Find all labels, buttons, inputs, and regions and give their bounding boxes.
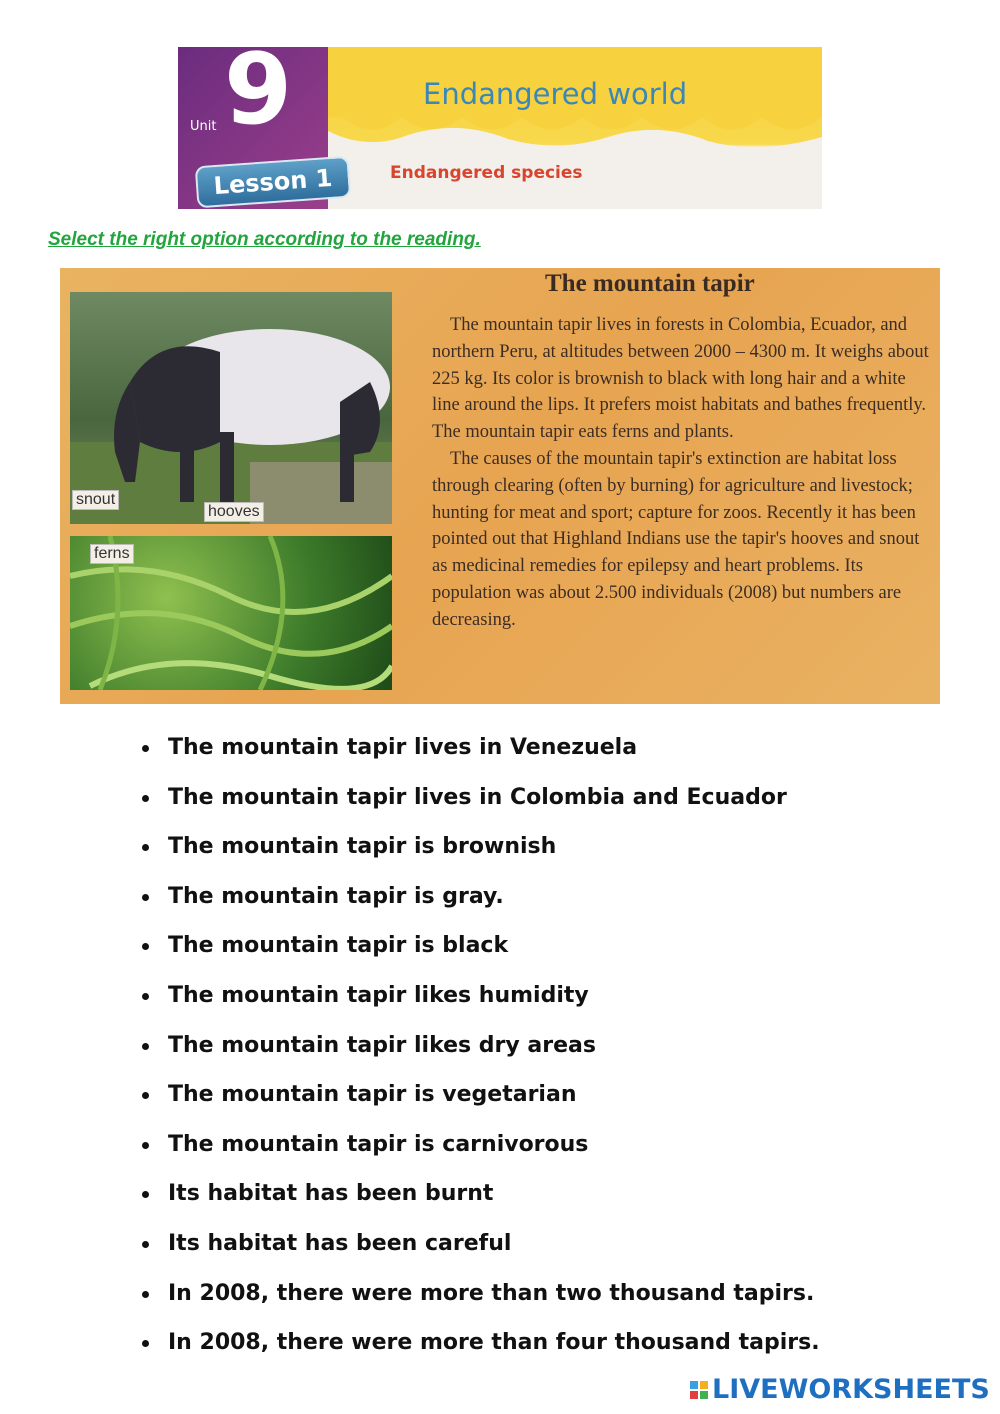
bullet-icon	[142, 993, 149, 1000]
bullet-icon	[142, 1340, 149, 1347]
unit-label: Unit	[190, 119, 217, 134]
option-text: In 2008, there were more than four thousand tapirs.	[168, 1330, 820, 1356]
option-item[interactable]	[140, 1277, 820, 1327]
option-item[interactable]	[140, 979, 820, 1029]
reading-paragraph: The causes of the mountain tapir's extinction are habitat loss through clearing (often by burning) for agriculture and livestock; hunting for meat and sport; capture for zoos. Recently it has been pointed out that Highland Indians use the tapir's hooves and snout as medicinal remedies for epilepsy and heart problems. Its population was about 2.500 individuals (2008) but numbers are decreasing.	[432, 448, 920, 630]
option-text: The mountain tapir is vegetarian	[168, 1082, 577, 1108]
bullet-icon	[142, 1092, 149, 1099]
bullet-icon	[142, 1142, 149, 1149]
bullet-icon	[142, 894, 149, 901]
option-item[interactable]	[140, 1078, 820, 1128]
lesson-badge: Lesson 1	[195, 156, 352, 209]
hooves-label: hooves	[204, 502, 264, 522]
option-item[interactable]	[140, 1128, 820, 1178]
option-item[interactable]	[140, 1326, 820, 1376]
ferns-photo	[70, 536, 392, 690]
option-item[interactable]	[140, 731, 820, 781]
bullet-icon	[142, 745, 149, 752]
option-text: The mountain tapir is gray.	[168, 883, 504, 909]
bullet-icon	[142, 844, 149, 851]
option-text: Its habitat has been careful	[168, 1230, 512, 1256]
ferns-label: ferns	[90, 544, 134, 564]
option-text: The mountain tapir is carnivorous	[168, 1131, 589, 1157]
reading-body	[432, 312, 934, 634]
option-item[interactable]	[140, 1227, 820, 1277]
option-item[interactable]	[140, 880, 820, 930]
unit-banner	[178, 47, 822, 209]
lesson-subtitle: Endangered species	[390, 163, 583, 183]
option-text: The mountain tapir lives in Colombia and Ecuador	[168, 784, 787, 810]
option-item[interactable]	[140, 929, 820, 979]
option-text: In 2008, there were more than two thousand tapirs.	[168, 1280, 815, 1306]
bullet-icon	[142, 1241, 149, 1248]
bullet-icon	[142, 1043, 149, 1050]
instruction-text: Select the right option according to the reading.	[48, 229, 481, 250]
unit-number: 9	[224, 47, 293, 147]
reading-title: The mountain tapir	[545, 270, 755, 297]
option-text: The mountain tapir lives in Venezuela	[168, 735, 638, 760]
reading-paragraph: The mountain tapir lives in forests in Colombia, Ecuador, and northern Peru, at altitudes between 2000 – 4300 m. It weighs about 225 kg. Its color is brownish to black with long hair and a white line around the lips. It prefers moist habitats and bathes frequently. The mountain tapir eats ferns and plants.	[432, 315, 929, 443]
option-item[interactable]	[140, 830, 820, 880]
option-text: Its habitat has been burnt	[168, 1181, 494, 1207]
option-text: The mountain tapir is brownish	[168, 834, 557, 860]
option-text: The mountain tapir likes humidity	[168, 982, 589, 1008]
options-list	[140, 731, 820, 1376]
bullet-icon	[142, 943, 149, 950]
logo-grid-icon	[690, 1381, 708, 1399]
option-item[interactable]	[140, 781, 820, 831]
reading-passage	[60, 268, 940, 704]
option-text: The mountain tapir is black	[168, 933, 509, 959]
brand-name: LIVEWORKSHEETS	[712, 1374, 990, 1405]
bullet-icon	[142, 1191, 149, 1198]
tapir-photo	[70, 292, 392, 524]
bullet-icon	[142, 1291, 149, 1298]
liveworksheets-logo[interactable]	[690, 1374, 990, 1405]
snout-label: snout	[72, 490, 119, 510]
option-item[interactable]	[140, 1177, 820, 1227]
option-text: The mountain tapir likes dry areas	[168, 1032, 596, 1058]
unit-title: Endangered world	[423, 77, 688, 111]
option-item[interactable]	[140, 1029, 820, 1079]
bullet-icon	[142, 795, 149, 802]
